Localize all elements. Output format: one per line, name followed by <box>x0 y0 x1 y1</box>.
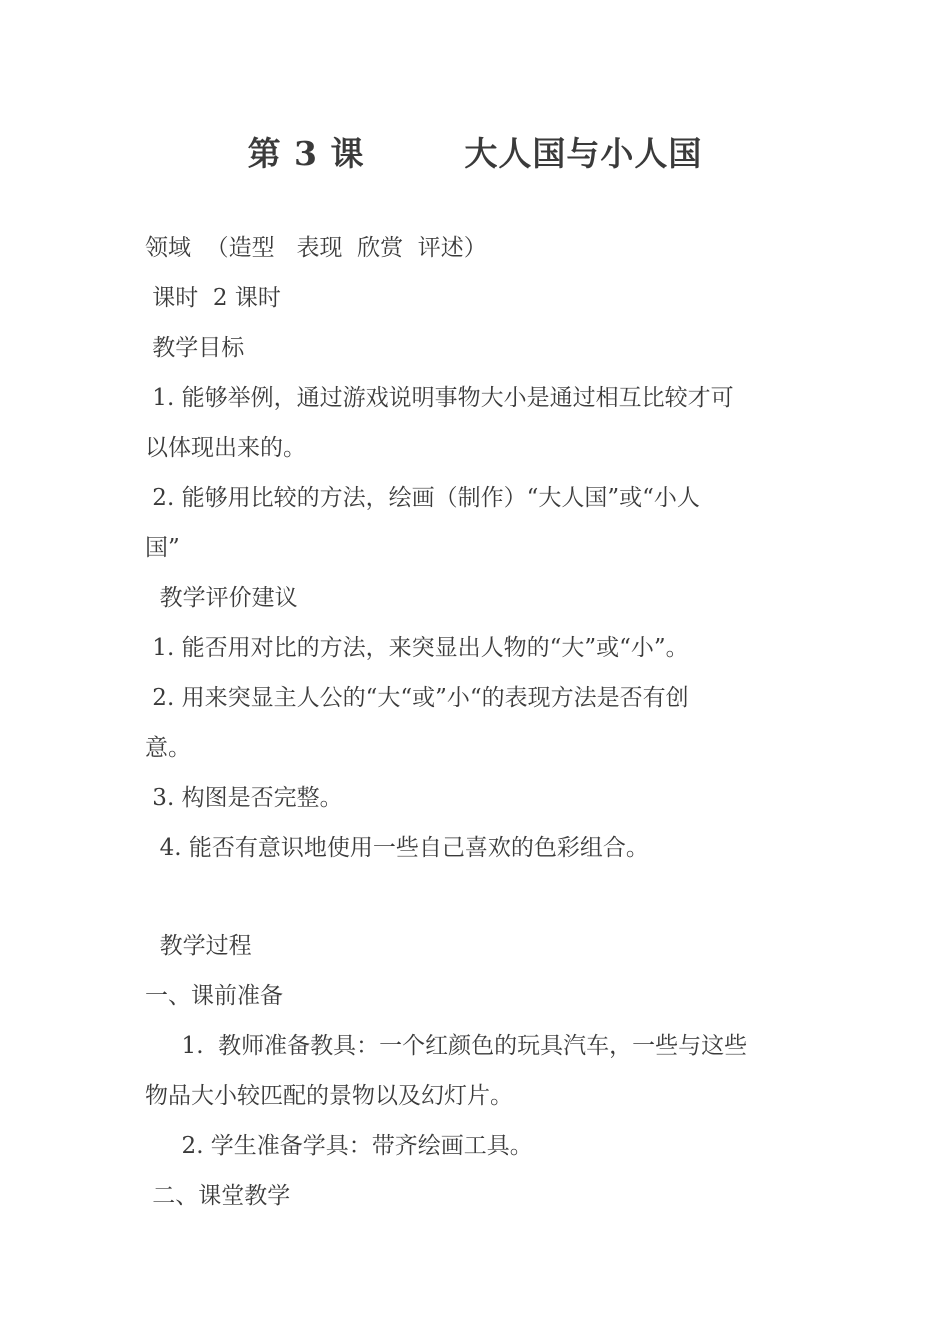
text-line-evaluation-4: 4. 能否有意识地使用一些自己喜欢的色彩组合。 <box>145 835 649 861</box>
section-heading-objectives: 教学目标 <box>145 335 245 361</box>
section-heading-process: 教学过程 <box>145 933 252 959</box>
text-line-objective-2-cont: 国” <box>145 535 180 561</box>
subheading-preparation: 一、课前准备 <box>145 983 283 1009</box>
subheading-classroom: 二、课堂教学 <box>145 1183 291 1209</box>
text-line-evaluation-1: 1. 能否用对比的方法，来突显出人物的“大”或“小”。 <box>145 635 689 661</box>
text-line-evaluation-3: 3. 构图是否完整。 <box>145 785 343 811</box>
text-line-evaluation-2: 2. 用来突显主人公的“大“或”小“的表现方法是否有创 <box>145 685 689 711</box>
lesson-title: 第 3 课 大人国与小人国 <box>247 134 703 173</box>
text-line-prep-2: 2. 学生准备学具：带齐绘画工具。 <box>145 1133 533 1159</box>
text-line-prep-1: 1. 教师准备教具：一个红颜色的玩具汽车，一些与这些 <box>145 1033 748 1059</box>
text-line-class-hours: 课时 2 课时 <box>145 285 281 311</box>
text-line-prep-1-cont: 物品大小较匹配的景物以及幻灯片。 <box>145 1083 513 1109</box>
section-heading-evaluation: 教学评价建议 <box>145 585 298 611</box>
text-line-objective-1: 1. 能够举例，通过游戏说明事物大小是通过相互比较才可 <box>145 385 734 411</box>
text-line-objective-1-cont: 以体现出来的。 <box>145 435 306 461</box>
text-line-domain: 领域 （造型 表现 欣赏 评述） <box>145 235 487 261</box>
text-line-evaluation-2-cont: 意。 <box>145 735 191 761</box>
text-line-objective-2: 2. 能够用比较的方法，绘画（制作）“大人国”或“小人 <box>145 485 700 511</box>
